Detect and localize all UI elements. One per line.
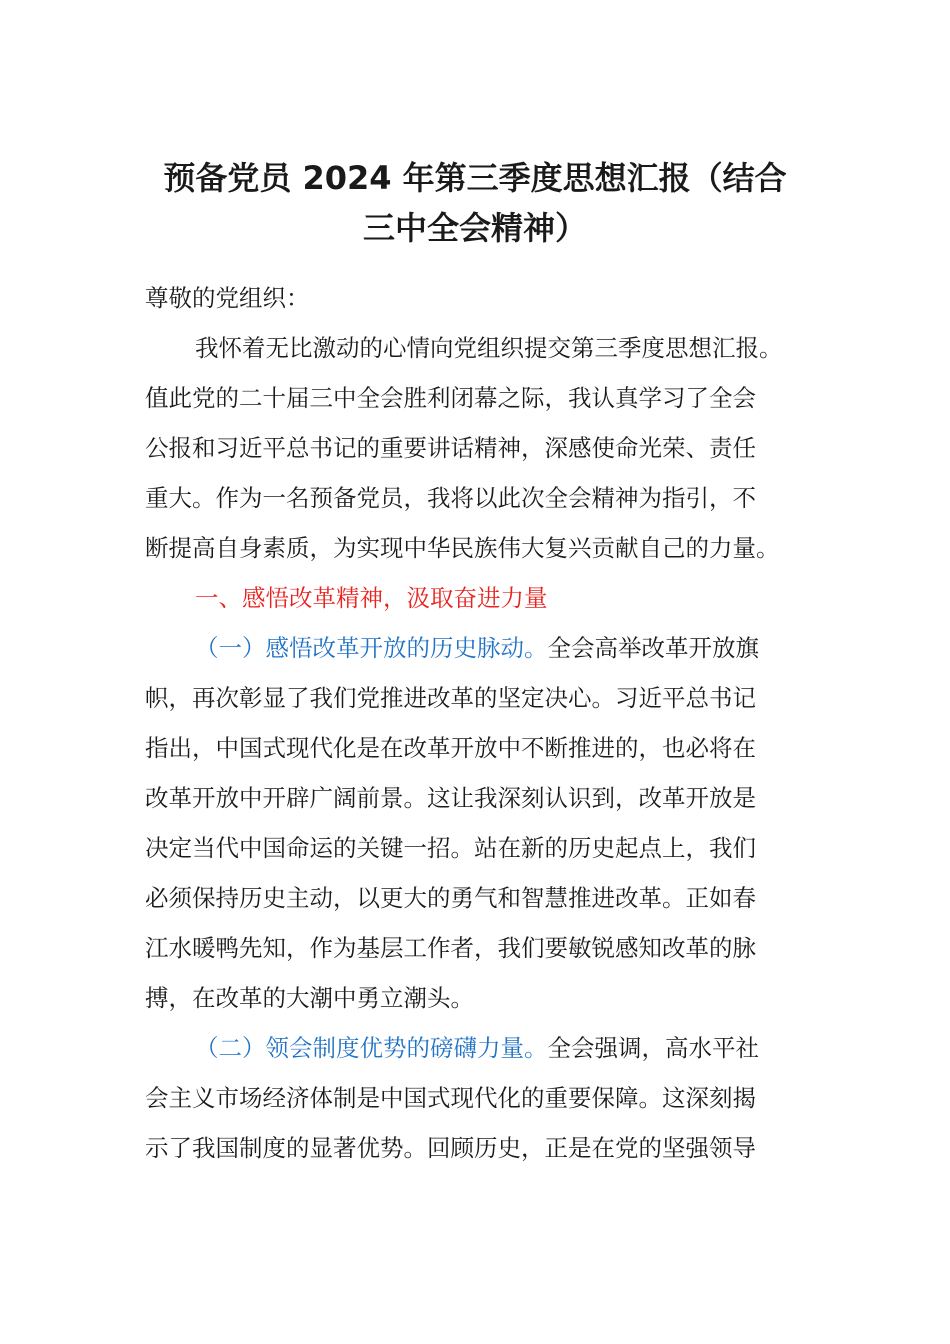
paragraph-1-line-4: 重大。作为一名预备党员，我将以此次全会精神为指引，不 [145, 484, 756, 512]
salutation: 尊敬的党组织： [145, 284, 310, 312]
sub-1-line-4: 改革开放中开辟广阔前景。这让我深刻认识到，改革开放是 [145, 784, 756, 812]
sub-2-line-2: 会主义市场经济体制是中国式现代化的重要保障。这深刻揭 [145, 1084, 756, 1112]
document-title-line-2: 三中全会精神） [362, 209, 587, 247]
paragraph-1-line-3: 公报和习近平总书记的重要讲话精神，深感使命光荣、责任 [145, 434, 756, 462]
sub-1-line-7: 江水暖鸭先知，作为基层工作者，我们要敏锐感知改革的脉 [145, 934, 756, 962]
sub-2-line-1: 全会强调，高水平社 [547, 1034, 759, 1062]
sub-2-heading: （二）领会制度优势的磅礴力量。 [195, 1034, 548, 1062]
paragraph-1-line-1: 我怀着无比激动的心情向党组织提交第三季度思想汇报。 [195, 334, 783, 362]
sub-2-first-line [195, 1023, 805, 1073]
document-title-line-1: 预备党员 2024 年第三季度思想汇报（结合 [163, 159, 787, 197]
sub-1-first-line [195, 623, 805, 673]
sub-1-line-8: 搏，在改革的大潮中勇立潮头。 [145, 984, 474, 1012]
paragraph-1-line-5: 断提高自身素质，为实现中华民族伟大复兴贡献自己的力量。 [145, 534, 780, 562]
sub-1-line-5: 决定当代中国命运的关键一招。站在新的历史起点上，我们 [145, 834, 756, 862]
section-1-heading: 一、感悟改革精神，汲取奋进力量 [195, 584, 548, 612]
sub-1-line-6: 必须保持历史主动，以更大的勇气和智慧推进改革。正如春 [145, 884, 756, 912]
sub-1-line-1: 全会高举改革开放旗 [547, 634, 759, 662]
sub-1-line-2: 帜，再次彰显了我们党推进改革的坚定决心。习近平总书记 [145, 684, 756, 712]
sub-1-heading: （一）感悟改革开放的历史脉动。 [195, 634, 548, 662]
sub-1-line-3: 指出，中国式现代化是在改革开放中不断推进的，也必将在 [145, 734, 756, 762]
paragraph-1-line-2: 值此党的二十届三中全会胜利闭幕之际，我认真学习了全会 [145, 384, 756, 412]
sub-2-line-3: 示了我国制度的显著优势。回顾历史，正是在党的坚强领导 [145, 1134, 756, 1162]
